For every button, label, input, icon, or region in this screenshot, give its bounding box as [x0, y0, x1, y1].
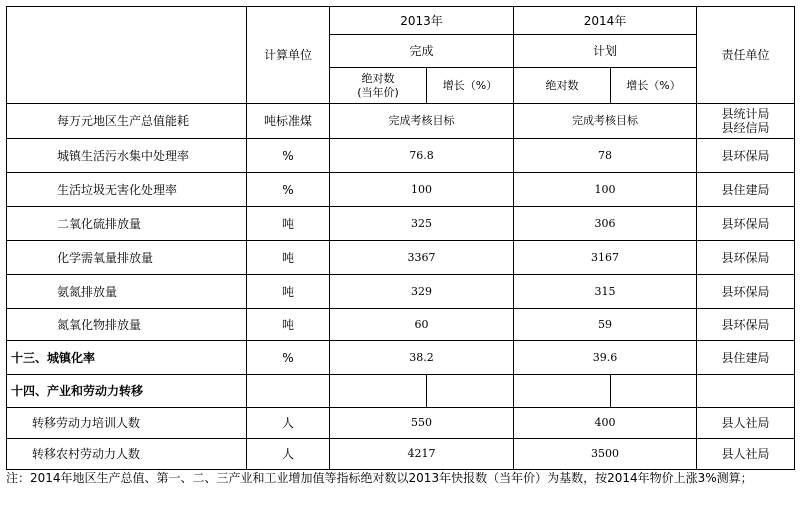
- indicator-name: 城镇生活污水集中处理率: [7, 139, 247, 173]
- value-2014-growth: [611, 375, 697, 408]
- responsible-unit: 县住建局: [697, 341, 795, 375]
- indicator-unit: 吨: [247, 309, 330, 341]
- responsible-unit: 县环保局: [697, 139, 795, 173]
- header-abs-2014: 绝对数: [514, 68, 611, 104]
- indicator-name: 转移农村劳动力人数: [7, 439, 247, 470]
- indicator-unit: 吨: [247, 275, 330, 309]
- value-2013: 4217: [330, 439, 514, 470]
- header-growth-2014: 增长（%）: [611, 68, 697, 104]
- value-2013: 60: [330, 309, 514, 341]
- value-2014: 59: [514, 309, 697, 341]
- indicator-name: 每万元地区生产总值能耗: [7, 104, 247, 139]
- responsible-unit: 县人社局: [697, 439, 795, 470]
- value-2014: 完成考核目标: [514, 104, 697, 139]
- table-row: [7, 173, 795, 207]
- footnote: 注：2014年地区生产总值、第一、二、三产业和工业增加值等指标绝对数以2013年快报数（当年价）为基数，按2014年物价上涨3%测算；: [6, 471, 753, 485]
- table-row: [7, 408, 795, 439]
- indicator-name: 氮氧化物排放量: [7, 309, 247, 341]
- header-year-2014: 2014年: [514, 7, 697, 35]
- indicator-unit: %: [247, 173, 330, 207]
- value-2013-growth: [427, 375, 514, 408]
- value-2013: 325: [330, 207, 514, 241]
- header-row-1: [7, 7, 795, 35]
- indicator-name: 二氧化硫排放量: [7, 207, 247, 241]
- value-2013: 38.2: [330, 341, 514, 375]
- value-2014: 100: [514, 173, 697, 207]
- indicator-unit: 吨标准煤: [247, 104, 330, 139]
- table-row: [7, 241, 795, 275]
- indicator-unit: 人: [247, 408, 330, 439]
- header-indicator-cell: [7, 7, 247, 104]
- table-row: [7, 139, 795, 173]
- responsible-unit: [697, 375, 795, 408]
- responsible-unit: 县环保局: [697, 309, 795, 341]
- value-2014: 78: [514, 139, 697, 173]
- value-2014: 315: [514, 275, 697, 309]
- value-2014-abs: [514, 375, 611, 408]
- value-2013: 100: [330, 173, 514, 207]
- value-2013-abs: [330, 375, 427, 408]
- table-row: [7, 104, 795, 139]
- value-2013: 329: [330, 275, 514, 309]
- value-2014: 400: [514, 408, 697, 439]
- table-row: [7, 439, 795, 470]
- responsible-unit: 县统计局 县经信局: [697, 104, 795, 139]
- value-2014: 306: [514, 207, 697, 241]
- value-2013: 76.8: [330, 139, 514, 173]
- value-2013: 550: [330, 408, 514, 439]
- header-growth-2013: 增长（%）: [427, 68, 514, 104]
- section-title: 十四、产业和劳动力转移: [7, 375, 247, 408]
- header-unit: 计算单位: [247, 7, 330, 104]
- header-planned: 计划: [514, 35, 697, 68]
- header-completed: 完成: [330, 35, 514, 68]
- indicator-name: 氨氮排放量: [7, 275, 247, 309]
- indicator-table: [6, 6, 795, 470]
- responsible-unit: 县环保局: [697, 241, 795, 275]
- table-row: [7, 309, 795, 341]
- table-row: [7, 341, 795, 375]
- indicator-unit: %: [247, 341, 330, 375]
- section-title: 十三、城镇化率: [7, 341, 247, 375]
- header-responsible: 责任单位: [697, 7, 795, 104]
- table-row: [7, 375, 795, 408]
- indicator-unit: [247, 375, 330, 408]
- table-row: [7, 207, 795, 241]
- indicator-name: 转移劳动力培训人数: [7, 408, 247, 439]
- indicator-name: 生活垃圾无害化处理率: [7, 173, 247, 207]
- value-2014: 39.6: [514, 341, 697, 375]
- header-abs-2013: 绝对数 (当年价): [330, 68, 427, 104]
- indicator-unit: %: [247, 139, 330, 173]
- responsible-unit: 县人社局: [697, 408, 795, 439]
- indicator-unit: 吨: [247, 241, 330, 275]
- responsible-unit: 县环保局: [697, 207, 795, 241]
- responsible-unit: 县环保局: [697, 275, 795, 309]
- header-year-2013: 2013年: [330, 7, 514, 35]
- value-2013: 3367: [330, 241, 514, 275]
- indicator-unit: 吨: [247, 207, 330, 241]
- indicator-name: 化学需氧量排放量: [7, 241, 247, 275]
- value-2014: 3500: [514, 439, 697, 470]
- responsible-unit: 县住建局: [697, 173, 795, 207]
- table-row: [7, 275, 795, 309]
- value-2014: 3167: [514, 241, 697, 275]
- value-2013: 完成考核目标: [330, 104, 514, 139]
- indicator-unit: 人: [247, 439, 330, 470]
